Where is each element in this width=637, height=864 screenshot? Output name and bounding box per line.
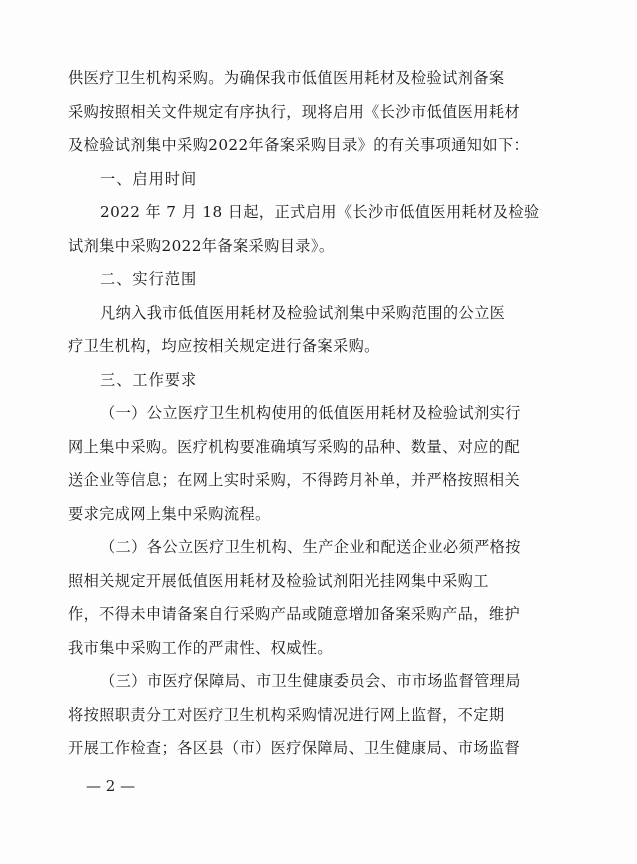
section-heading: 二、实行范围 [100,270,198,288]
text-line: （二）各公立医疗卫生机构、生产企业和配送企业必须严格按 [100,538,521,556]
text-line: 开展工作检查；各区县（市）医疗保障局、卫生健康局、市场监督 [68,739,521,757]
text-line: 送企业等信息；在网上实时采购，不得跨月补单，并严格按照相关 [68,471,521,489]
text-line: 作，不得未申请备案自行采购产品或随意增加备案采购产品，维护 [68,605,521,623]
page-number: — 2 — [86,777,136,795]
text-line: （一）公立医疗卫生机构使用的低值医用耗材及检验试剂实行 [100,404,521,422]
text-line: 我市集中采购工作的严肃性、权威性。 [68,638,333,657]
section-heading: 一、启用时间 [100,169,198,188]
text-line: 试剂集中采购2022年备案采购目录》。 [68,236,335,255]
text-line: 照相关规定开展低值医用耗材及检验试剂阳光挂网集中采购工 [68,571,489,590]
text-line: 要求完成网上集中采购流程。 [68,504,271,523]
text-line: 将按照职责分工对医疗卫生机构采购情况进行网上监督，不定期 [68,705,505,724]
text-line: （三）市医疗保障局、市卫生健康委员会、市市场监督管理局 [100,672,521,690]
text-line: 采购按照相关文件规定有序执行，现将启用《长沙市低值医用耗材 [68,102,521,121]
text-line: 网上集中采购。医疗机构要准确填写采购的品种、数量、对应的配 [68,437,521,456]
text-line: 凡纳入我市低值医用耗材及检验试剂集中采购范围的公立医 [100,303,506,322]
section-heading: 三、工作要求 [100,370,198,389]
text-line: 疗卫生机构，均应按相关规定进行备案采购。 [68,337,380,355]
text-line: 2022 年 7 月 18 日起，正式启用《长沙市低值医用耗材及检验 [100,203,540,221]
text-line: 及检验试剂集中采购2022年备案采购目录》的有关事项通知如下： [68,136,530,154]
document-body [68,62,583,766]
text-line: 供医疗卫生机构采购。为确保我市低值医用耗材及检验试剂备案 [68,69,505,87]
